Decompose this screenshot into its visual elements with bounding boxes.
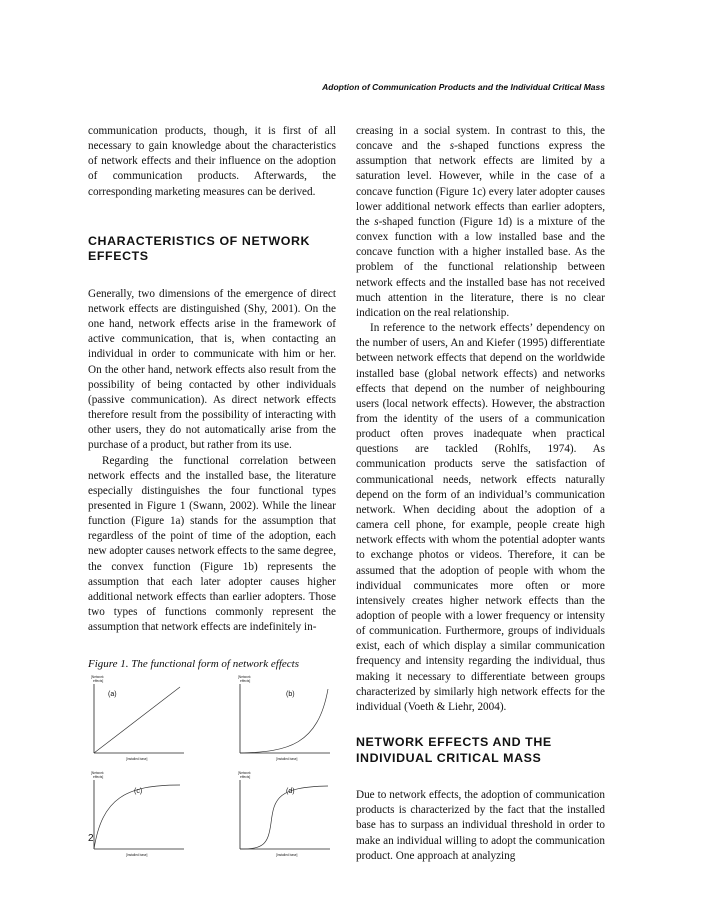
y-axis-label-c2: effects] bbox=[93, 775, 104, 780]
right-column bbox=[356, 124, 605, 864]
paragraph-dependency: In reference to the network effects’ dependency on the number of users, An and Kiefer (1995) differentiate between network effects that depend on the worldwide installed base (global network effects) and networks effects that depend on the number of neighbouring users (local network effects). However, the abstraction from the identity of the users of a communication product often proves inadequate when practical questions are tackled (Rohlfs, 1974). As communication products serve the satisfaction of communicational needs, network effects naturally depend on the form of an individual’s communication network. When deciding about the adoption of a camera cell phone, for example, people create high network effects with whom the potential adopter wants to exchange photos or videos. Therefore, it can be assumed that the adoption of people with whom the individual communicates more often or more intensively creates higher network effects than the adoption of people with a lower frequency or intensity of communication. Furthermore, groups of individuals exist, each of which display a similar communication frequency and intensity regarding the individual, thus making it necessary to differentiate between groups characterized by similarly high network effects for the individual (Voeth & Liehr, 2004). bbox=[356, 322, 605, 713]
x-axis-label-d: [Installed base] bbox=[276, 853, 298, 858]
paragraph-s-shaped bbox=[356, 124, 605, 321]
panel-tag-c: (c) bbox=[134, 788, 143, 796]
y-axis-label-a2: effects] bbox=[93, 679, 104, 684]
panel-tag-a: (a) bbox=[108, 691, 117, 699]
paragraph-intro: communication products, though, it is first of all necessary to gain knowledge about the characteristics of network effects and their influence on the adoption of communication products. Afterwards, the corresponding marketing measures can be derived. bbox=[88, 125, 336, 198]
left-column bbox=[88, 124, 336, 857]
curve-convex bbox=[240, 689, 328, 753]
figure-1-plots bbox=[88, 673, 336, 857]
text-run: -shaped functions express the assumption that network effects are limited by a saturation level. However, while in the case of a concave function (Figure 1c) every later adopter causes lower additional network effects than earlier adopters, the bbox=[356, 140, 605, 228]
x-axis-label-a: [Installed base] bbox=[126, 757, 148, 762]
panel-tag-d: (d) bbox=[286, 788, 295, 796]
panel-b bbox=[238, 675, 330, 761]
paragraph-dimensions: Generally, two dimensions of the emergence of direct network effects are distinguished (Shy, 2001). On the one hand, network effects arise in the framework of active communication, that is, when contacting an individual in order to communicate with him or her. On the other hand, network effects also result from the possibility of being contacted by other individuals (passive communication). As direct network effects therefore result from the possibility of interacting with other users, they do not automatically arise from the purchase of a product, but rather from its use. bbox=[88, 287, 336, 452]
y-axis-label-a1: [Network bbox=[91, 675, 104, 680]
y-axis-label-b1: [Network bbox=[238, 675, 251, 680]
panel-tag-b: (b) bbox=[286, 691, 295, 699]
y-axis-label-d2: effects] bbox=[240, 775, 251, 780]
curve-s-shaped bbox=[240, 786, 328, 849]
italic-s: s bbox=[374, 215, 379, 228]
text-run: creasing in a social system. In contrast to this, the concave and the bbox=[356, 125, 605, 153]
figure-1 bbox=[88, 673, 336, 857]
running-header: Adoption of Communication Products and the Individual Critical Mass bbox=[322, 82, 605, 92]
paragraph-critical: Due to network effects, the adoption of communication products is characterized by the fact that the installed base has to surpass an individual threshold in order to make an individual willing to adopt the communication product. One approach at analyzing bbox=[356, 789, 605, 862]
panel-d bbox=[238, 771, 330, 857]
x-axis-label-b: [Installed base] bbox=[276, 757, 298, 762]
italic-s: s bbox=[449, 140, 455, 153]
text-run: -shaped function (Figure 1d) is a mixture of the convex function with a low installed base and the concave function with a higher installed base. As the problem of the functional relationship between network effects and the installed base has not received much attention in the literature, there is no clear indication on the real relationship. bbox=[356, 215, 606, 319]
panel-c bbox=[91, 771, 184, 857]
paragraph-functional: Regarding the functional correlation between network effects and the installed base, the literature especially distinguishes the four functional types presented in Figure 1 (Swann, 2002). While the linear function (Figure 1a) stands for the assumption that regardless of the point of time of the adoption, each new adopter causes network effects to the same degree, the convex function (Figure 1b) represents the assumption that each later adopter causes higher additional network effects than earlier adopters. Those two types of functions commonly represent the assumption that network effects are indefinitely in- bbox=[88, 454, 336, 634]
page-number: 2 bbox=[88, 833, 94, 844]
y-axis-label-d1: [Network bbox=[238, 771, 251, 776]
curve-linear bbox=[94, 687, 180, 753]
y-axis-label-c1: [Network bbox=[91, 771, 104, 776]
x-axis-label-c: [Installed base] bbox=[126, 853, 148, 858]
y-axis-label-b2: effects] bbox=[240, 679, 251, 684]
section-title-critical-mass: NETWORK EFFECTS AND THE INDIVIDUAL CRITICAL MASS bbox=[356, 735, 552, 765]
panel-a bbox=[91, 675, 184, 761]
section-title-characteristics: CHARACTERISTICS OF NETWORK EFFECTS bbox=[88, 233, 311, 264]
figure-caption: Figure 1. The functional form of network effects bbox=[88, 658, 300, 671]
